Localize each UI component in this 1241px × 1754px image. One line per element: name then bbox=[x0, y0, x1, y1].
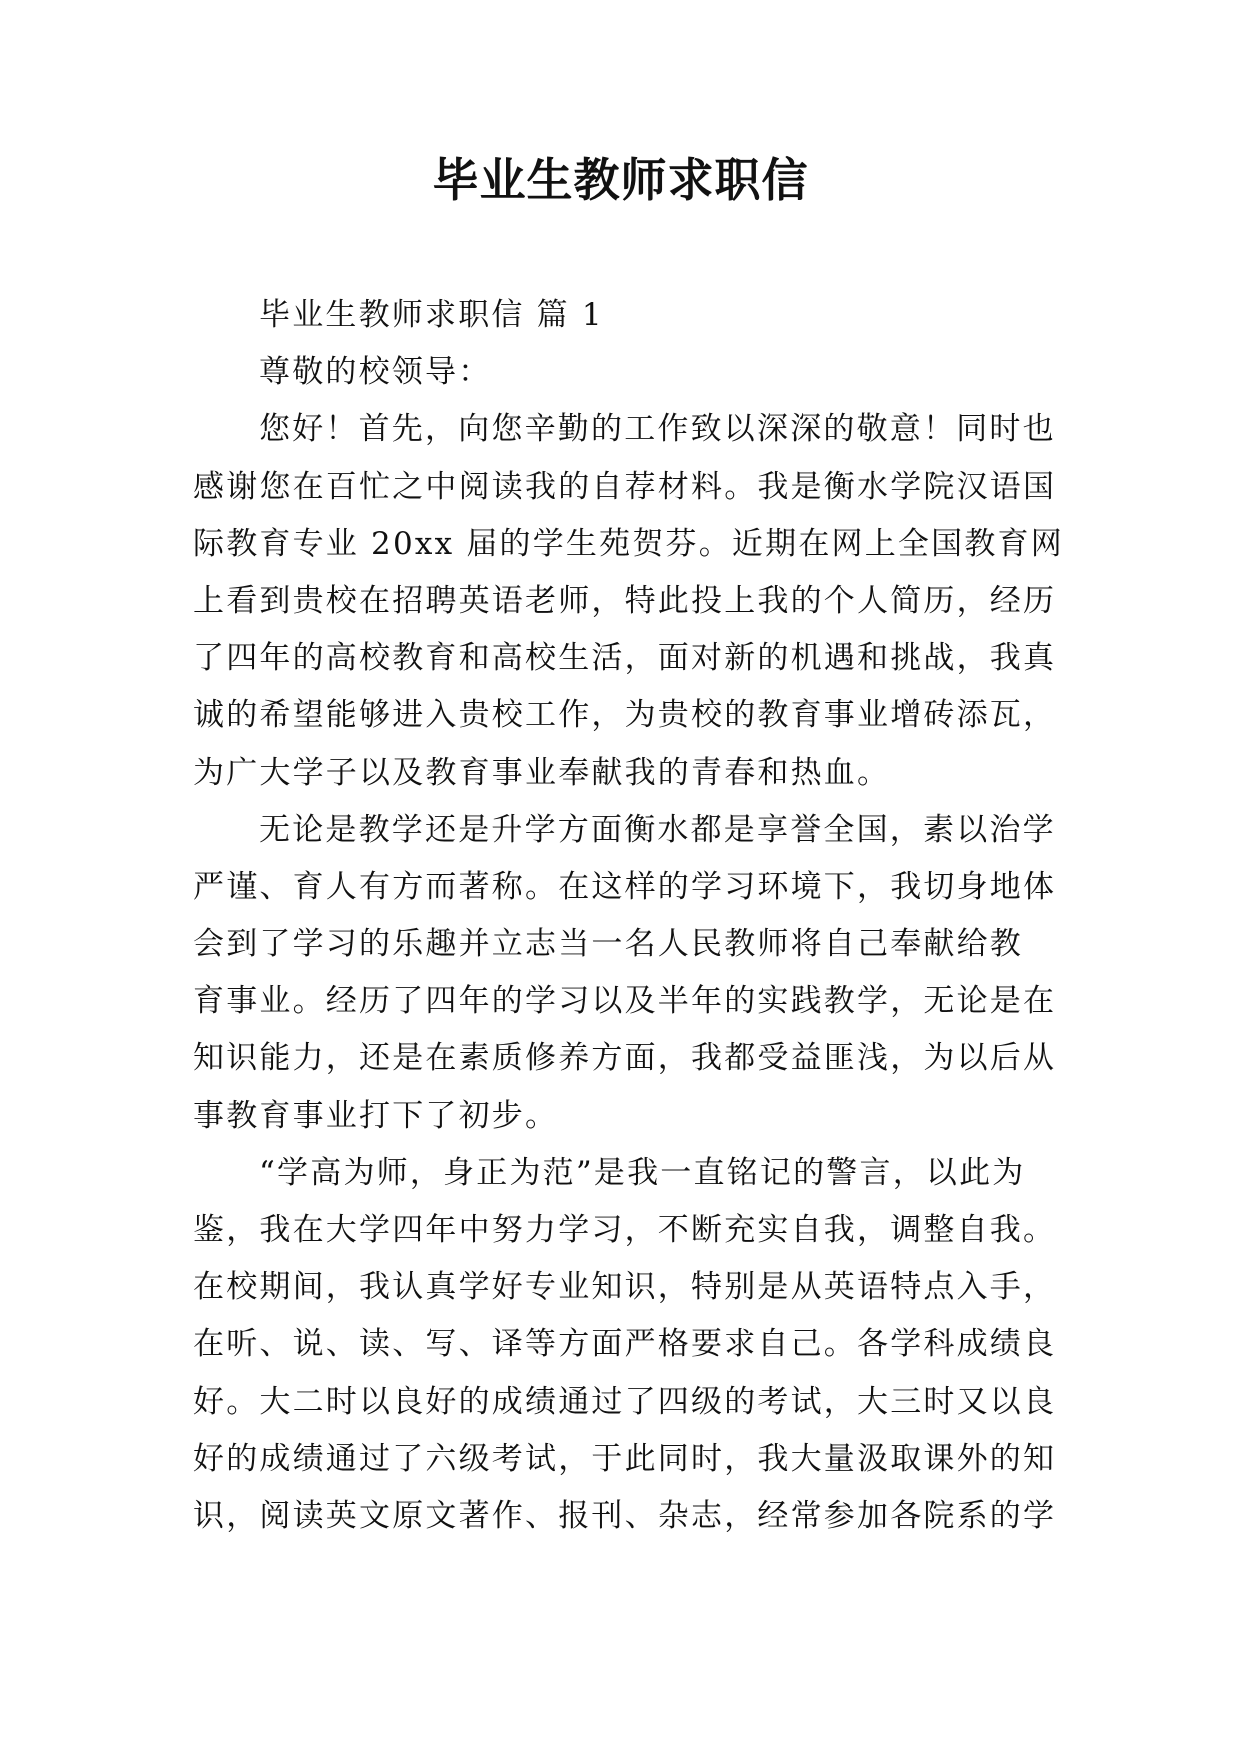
paragraph-line: 好的成绩通过了六级考试，于此同时，我大量汲取课外的知 bbox=[193, 1440, 1057, 1477]
paragraph-line: 为广大学子以及教育事业奉献我的青春和热血。 bbox=[193, 754, 891, 791]
paragraph-line: 际教育专业 20xx 届的学生苑贺芬。近期在网上全国教育网 bbox=[193, 525, 1064, 562]
paragraph-line: 在听、说、读、写、译等方面严格要求自己。各学科成绩良 bbox=[193, 1326, 1057, 1363]
paragraph-line: 知识能力，还是在素质修养方面，我都受益匪浅，为以后从 bbox=[193, 1040, 1057, 1077]
paragraph-line: 无论是教学还是升学方面衡水都是享誉全国，素以治学 bbox=[259, 811, 1056, 848]
paragraph-line: 好。大二时以良好的成绩通过了四级的考试，大三时又以良 bbox=[193, 1383, 1057, 1420]
paragraph-line: 上看到贵校在招聘英语老师，特此投上我的个人简历，经历 bbox=[193, 582, 1057, 619]
paragraph-line: 诚的希望能够进入贵校工作，为贵校的教育事业增砖添瓦， bbox=[193, 697, 1057, 734]
paragraph-line: 育事业。经历了四年的学习以及半年的实践教学，无论是在 bbox=[193, 983, 1057, 1020]
section-heading: 毕业生教师求职信 篇 1 bbox=[259, 297, 604, 333]
document-body bbox=[193, 287, 1063, 1545]
paragraph-line: 严谨、育人有方而著称。在这样的学习环境下，我切身地体 bbox=[193, 868, 1057, 905]
paragraph-line: 会到了学习的乐趣并立志当一名人民教师将自己奉献给教 bbox=[193, 926, 1023, 963]
paragraph-line: 识，阅读英文原文著作、报刊、杂志，经常参加各院系的学 bbox=[193, 1497, 1057, 1534]
document-title: 毕业生教师求职信 bbox=[432, 153, 809, 207]
paragraph-line: 鉴，我在大学四年中努力学习，不断充实自我，调整自我。 bbox=[193, 1212, 1057, 1248]
paragraph-line: 了四年的高校教育和高校生活，面对新的机遇和挑战，我真 bbox=[193, 640, 1057, 677]
paragraph-line: 在校期间，我认真学好专业知识，特别是从英语特点入手， bbox=[193, 1269, 1057, 1306]
paragraph-line: 您好！首先，向您辛勤的工作致以深深的敬意！同时也 bbox=[259, 411, 1056, 448]
salutation: 尊敬的校领导： bbox=[259, 354, 492, 391]
paragraph-line: “学高为师，身正为范”是我一直铭记的警言，以此为 bbox=[259, 1154, 1026, 1191]
paragraph-line: 事教育事业打下了初步。 bbox=[193, 1097, 559, 1134]
paragraph-line: 感谢您在百忙之中阅读我的自荐材料。我是衡水学院汉语国 bbox=[193, 468, 1057, 505]
